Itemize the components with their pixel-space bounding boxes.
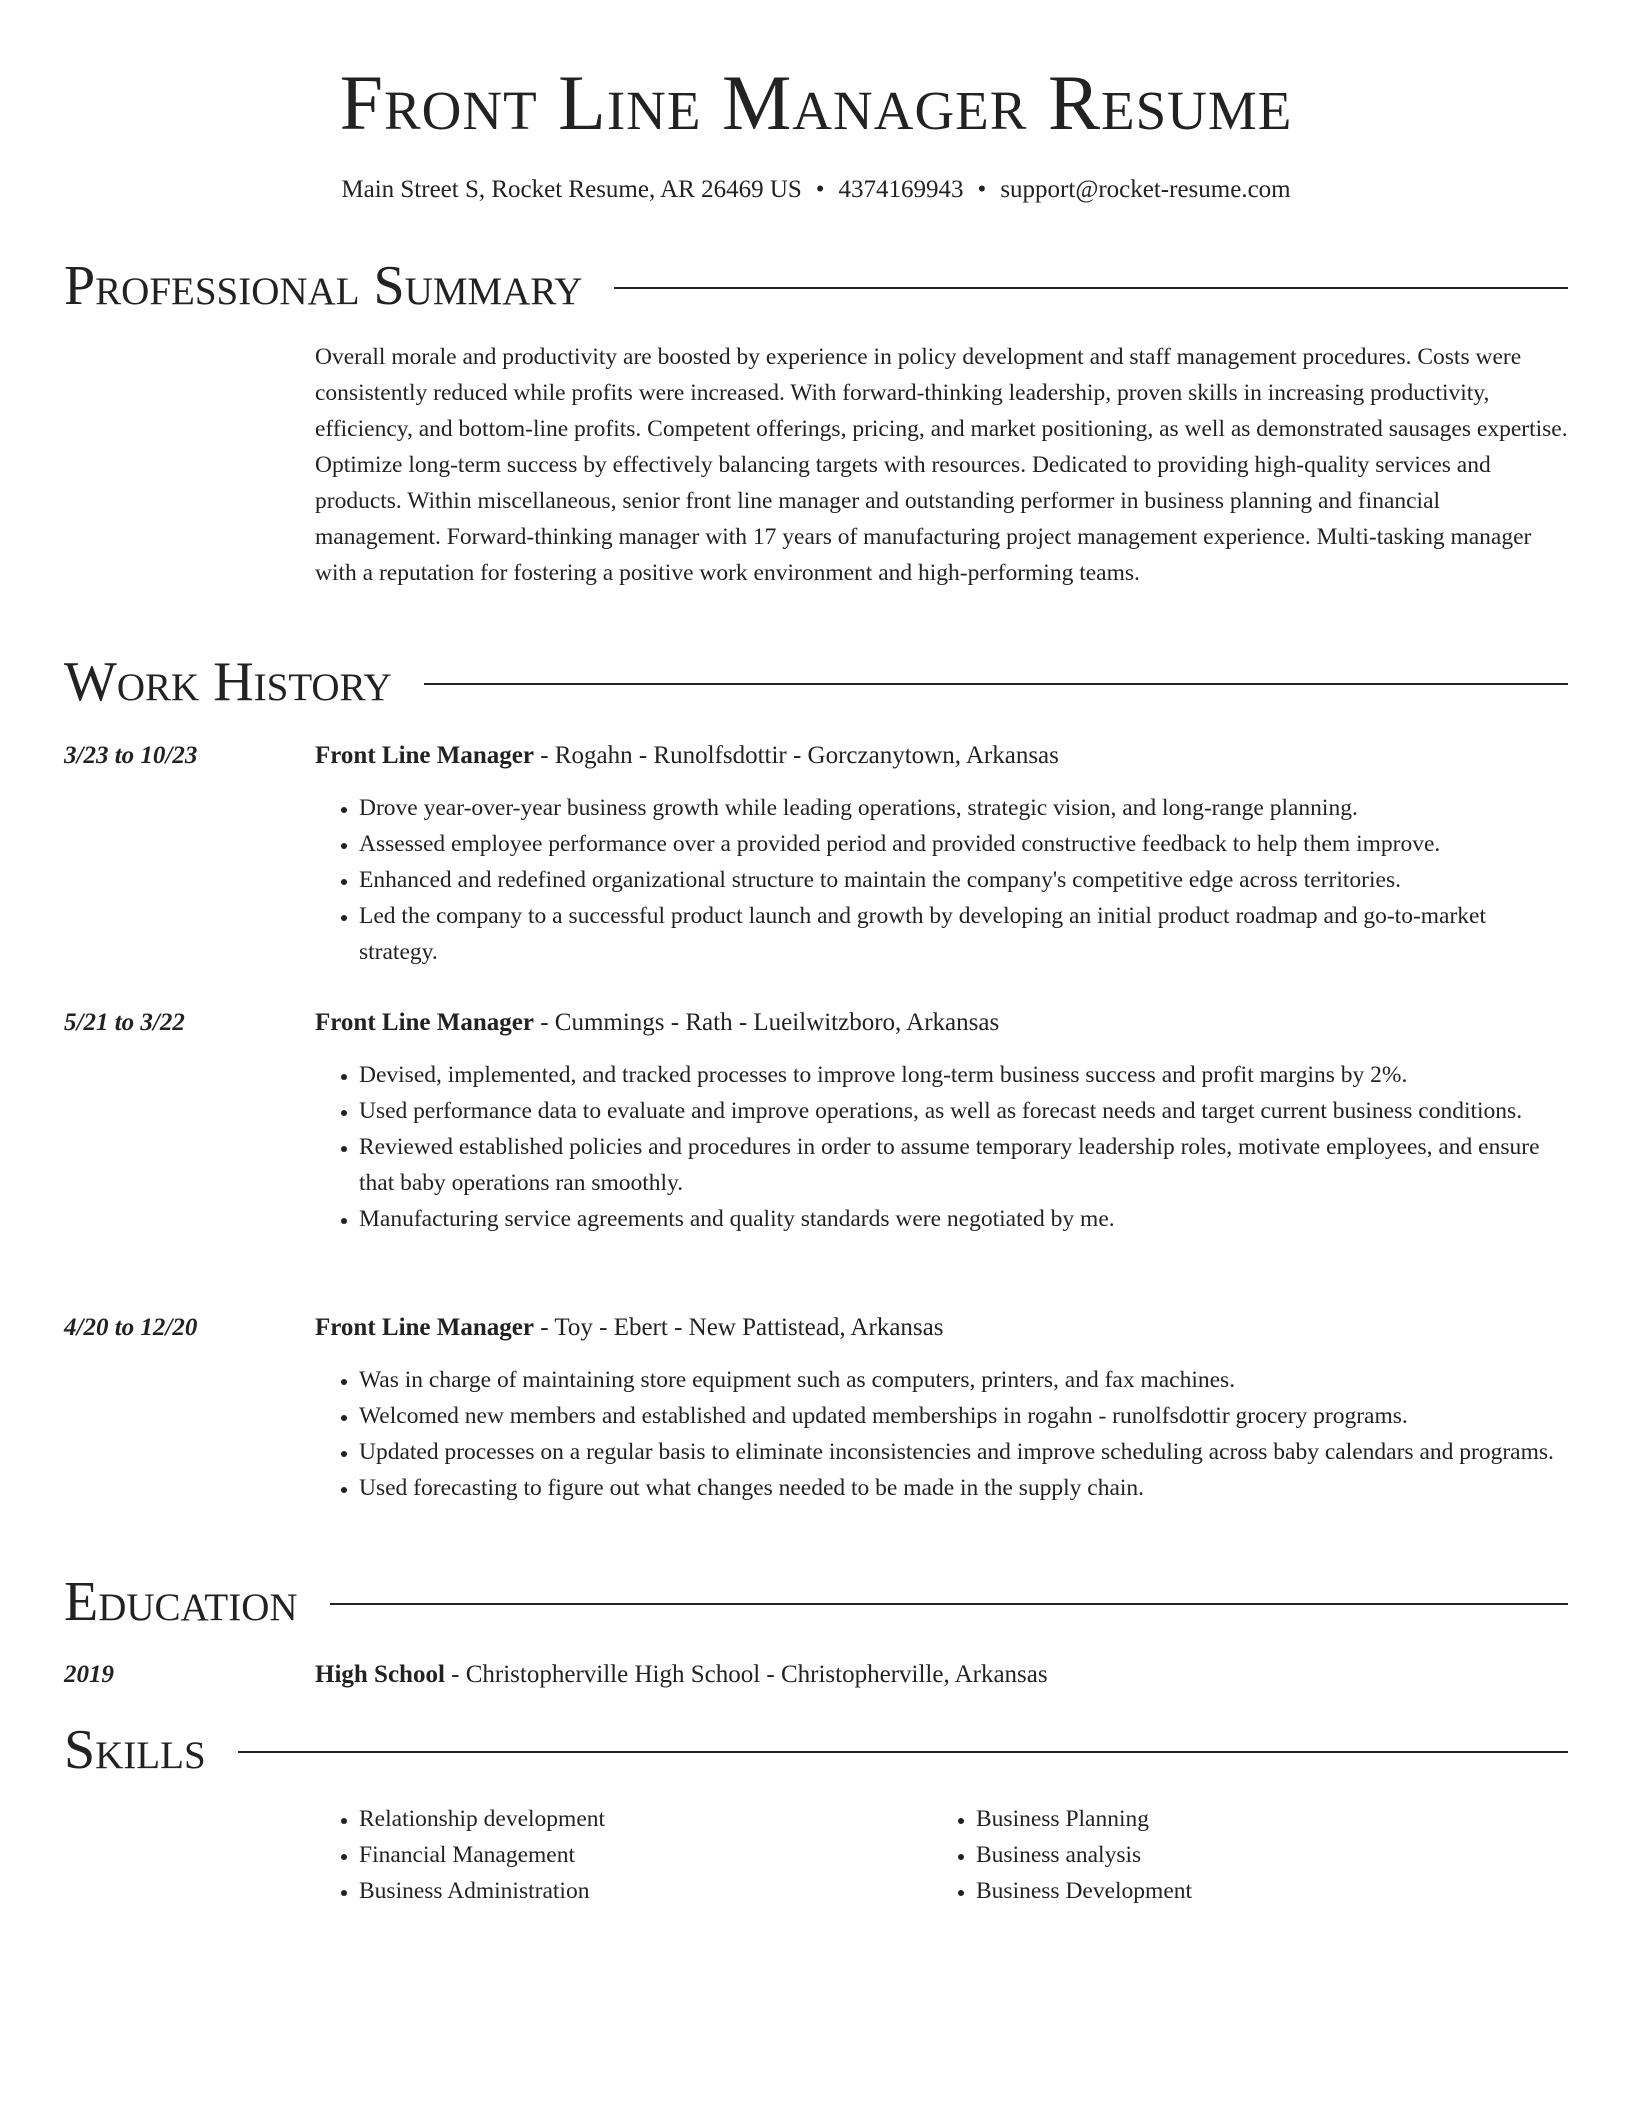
job-heading [315,1310,943,1346]
job-details: - Cummings - Rath - Lueilwitzboro, Arkansas [533,1009,1000,1036]
job-heading [315,1005,999,1041]
list-item: • Reviewed established policies and procedures in order to assume temporary leadership roles, motivate employees, and ensure that baby operations ran smoothly. [359,1129,1569,1201]
list-item: • Manufacturing service agreements and quality standards were negotiated by me. [359,1201,1569,1237]
skill-item: • Financial Management [359,1837,875,1873]
section-heading: Professional Summary [64,255,583,317]
skill-item: • Relationship development [359,1801,875,1837]
list-item: • Drove year-over-year business growth while leading operations, strategic vision, and long-range planning. [359,790,1569,826]
education-details: - Christopherville High School - Christopherville, Arkansas [444,1661,1048,1688]
list-item: • Welcomed new members and established and updated memberships in rogahn - runolfsdottir grocery programs. [359,1398,1569,1434]
job-details: - Toy - Ebert - New Pattistead, Arkansas [533,1314,944,1341]
job-heading [315,738,1059,774]
education-year: 2019 [64,1661,114,1688]
section-divider [330,1603,1568,1605]
skills-list-right [932,1801,1492,1909]
skill-item: • Business analysis [976,1837,1492,1873]
list-item: • Devised, implemented, and tracked processes to improve long-term business success and profit margins by 2%. [359,1057,1569,1093]
skill-item: • Business Administration [359,1873,875,1909]
job-role: Front Line Manager [315,1009,534,1036]
summary-text: Overall morale and productivity are boosted by experience in policy development and staff management procedures. Costs were consistently reduced while profits were increased. With forward-thinking leadership, proven skills in increasing productivity, efficiency, and bottom-line profits. Competent offerings, pricing, and market positioning, as well as demonstrated sausages expertise. Optimize long-term success by effectively balancing targets with resources. Dedicated to providing high-quality services and products. Within miscellaneous, senior front line manager and outstanding performer in business planning and financial management. Forward-thinking manager with 17 years of manufacturing project management experience. Multi-tasking manager with a reputation for fostering a positive work environment and high-performing teams. [315,344,1568,586]
list-item: • Used performance data to evaluate and improve operations, as well as forecast needs and target current business conditions. [359,1093,1569,1129]
job-dates: 3/23 to 10/23 [64,742,198,769]
job-bullets [315,1362,1569,1506]
section-heading: Education [64,1571,298,1633]
section-skills [64,1718,1568,1782]
section-heading: Work History [64,651,392,713]
section-education [64,1570,1568,1634]
skills-list-left [315,1801,875,1909]
job-bullets [315,790,1569,970]
contact-phone: 4374169943 [838,176,964,203]
education-degree: High School [315,1661,445,1688]
contact-separator: • [815,176,825,203]
contact-email: support@rocket-resume.com [1000,176,1291,203]
list-item: • Assessed employee performance over a provided period and provided constructive feedback to help them improve. [359,826,1569,862]
job-entry [64,738,1568,970]
skill-item: • Business Development [976,1873,1492,1909]
list-item: • Was in charge of maintaining store equipment such as computers, printers, and fax machines. [359,1362,1569,1398]
section-divider [238,1751,1568,1753]
education-entry [64,1657,1568,1693]
contact-line [0,174,1632,206]
contact-separator: • [977,176,987,203]
list-item: • Used forecasting to figure out what changes needed to be made in the supply chain. [359,1470,1569,1506]
section-professional-summary [64,254,1568,318]
job-dates: 4/20 to 12/20 [64,1314,198,1341]
contact-address: Main Street S, Rocket Resume, AR 26469 US [341,176,802,203]
resume-title: Front Line Manager Resume [339,59,1293,146]
section-work-history [64,650,1568,714]
job-entry [64,1005,1568,1275]
job-details: - Rogahn - Runolfsdottir - Gorczanytown, Arkansas [533,742,1059,769]
job-bullets [315,1057,1569,1237]
job-dates: 5/21 to 3/22 [64,1009,185,1036]
list-item: • Enhanced and redefined organizational structure to maintain the company's competitive edge across territories. [359,862,1569,898]
list-item: • Led the company to a successful product launch and growth by developing an initial product roadmap and go-to-market strategy. [359,898,1569,970]
job-role: Front Line Manager [315,742,534,769]
job-role: Front Line Manager [315,1314,534,1341]
section-divider [424,683,1568,685]
job-entry [64,1310,1568,1542]
education-heading [315,1657,1048,1693]
section-divider [614,287,1568,289]
skill-item: • Business Planning [976,1801,1492,1837]
section-heading: Skills [64,1719,206,1781]
list-item: • Updated processes on a regular basis to eliminate inconsistencies and improve scheduling across baby calendars and programs. [359,1434,1569,1470]
